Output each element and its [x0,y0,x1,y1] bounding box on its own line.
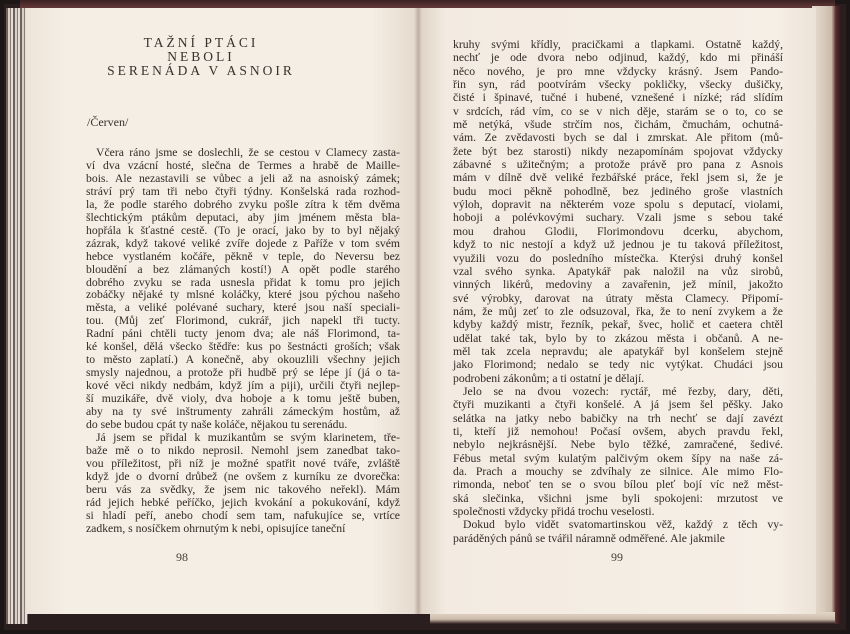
left-page-text [86,147,400,536]
text-line: města, a veliké polévané suchary, které jsou naší speciali- [86,301,400,315]
text-line: nechť je ode dvora nebo odjinud, každý, kdo mi přináší [453,51,783,65]
text-line: paráděných pánů se tvářil náramně odměřené. Ale jakmile [453,531,725,545]
text-line: udělat také tak, bylo by to zkázou města i občanů. A ne- [453,331,783,345]
text-line: smysly najednou, a protože při hudbě prý se lépe jí (já o ta- [86,366,400,380]
book-gutter [414,8,422,614]
paragraph [86,432,400,536]
text-line: Fébus metal svým kulatým palčivým okem šípy na naše zá- [453,451,783,465]
text-line: tou. (Můj zeť Florimond, cukrář, jich napekl tři tucty. [86,314,400,328]
text-line: měl tak zcela nepravdu; ale apatykář byl konšelem stejně [453,344,783,358]
text-line: společnosti vždycky přidá trochu veselosti. [453,505,655,519]
text-line: to město zaplatí.) A konečně, aby okouzlili všechny jejich [86,353,400,367]
text-line: jako Florimond; nedalo se tedy nic vytýkat. Chudáci jsou [453,358,783,372]
text-line: do sebe budou cpát ty naše koláče, nějakou tu serenádu. [86,418,348,432]
text-line: vám. Ze zvědavosti bych se dal i zmrskat. Ale přitom (mů- [453,131,783,145]
text-line: své výrobky, darovat na útraty města Clamecy. Připomí- [453,291,783,305]
text-line: kruhy svými křídly, pracičkami a tlapkami. Ostatně každý, [453,38,783,51]
text-line: vou příležitost, při níž je možné spatřit nové tváře, zvláště [86,456,400,470]
text-line: šlechtickým ptákům deputaci, aby jim jménem města bla- [86,210,400,224]
text-line: žete být bez starosti) nikdy nezapomínám spojovat vždycky [453,144,783,158]
chapter-title-line: SERENÁDA V ASNOIR [107,63,295,78]
text-line: stráví prý tam tři nebo čtyři týdny. Konšelská rada rozhod- [86,184,400,198]
text-line: čtyři muzikanti a čtyři konšelé. A já jsem šel pěšky. Jako [453,398,783,412]
text-line: dobrého zvyku se rada usnesla přidat k tomu pro jejich [86,275,400,289]
text-line: kové věci nikdy nedbám, když jím a piji), určili čtyři nejlep- [86,379,400,393]
text-line: podrobeni zákonům; a ti ostatní je dělají. [453,371,645,385]
text-line: da. Prach a mouchy se zdvíhaly ze silnice. Ale mimo Flo- [453,465,783,478]
text-line: Včera ráno jsme se doslechli, že se cestou v Clamecy zasta- [96,146,400,159]
page-number-left: 98 [176,550,188,564]
paragraph [86,147,400,432]
text-line: čisté i špinavé, tučné i hubené, vznešené i nízké; rád slídím [453,91,783,105]
text-line: hopřála k šťastné cestě. (To je orací, jako by to byl nějaký [86,223,400,237]
paragraph [453,518,783,545]
chapter-title-line: TAŽNÍ PTÁCI [143,35,259,50]
text-line: vzal svého synka. Apatykář pak naložil na vůz sirobů, [453,264,783,278]
text-line: ké konšel, dělá všecko štědře: kus po šestnácti groších; však [86,340,400,354]
paragraph [453,38,783,385]
text-line: mě netýká, všude strčím nos, čichám, čmuchám, ochutná- [453,118,783,132]
text-line: vinných likérů, medoviny a zavařenin, jež mínil, jakožto [453,278,783,292]
text-line: bois. Ale nezastavili se vůbec a jeli až na asnoiský zámek; [86,171,400,185]
text-line: zázrak, když takové veliké zvíře dojede z Paříže v tom svém [86,236,400,250]
text-line: když jde o dvorní drůbež (ne ovšem z kurníku ze dvorečka: [86,469,400,483]
chapter-title [96,36,306,78]
text-line: výloh, dopravit na některém voze spolu s deputací, violami, [453,198,783,212]
paragraph [453,385,783,518]
text-line: mou drahou Glodii, Florimondovu dcerku, abychom, [453,224,783,238]
text-line: ví dva vzácní hosté, slečna de Termes a hrabě de Maille- [86,158,400,172]
text-line: ti, kteří již nemohou! Počasí ovšem, abych pravdu řekl, [453,424,783,438]
chapter-title-line: NEBOLI [167,49,235,64]
text-line: zadkem, s nosíčkem ohrnutým k nebi, opisujíce taneční [86,521,346,535]
text-line: ská slečinka, všichni jsme byli spokojeni: mrzutost ve [453,491,783,505]
right-page-text [453,38,783,545]
text-line: rimonda, neboť ten se o svou bílou pleť bojí víc než měst- [453,478,783,492]
text-line: nám, že můj zeť to zle odsuzoval, řka, že to není zvykem a že [453,304,783,318]
text-line: kdyby každý mistr, řezník, pekař, švec, holič et caetera chtěl [453,318,783,332]
text-line: rád jejich hebké peříčko, jejich kvokání a pokukování, když [86,495,400,509]
text-line: hoboji a polévkovými suchary. Vzali jsme s sebou také [453,211,783,225]
text-line: bloudění a bez zlámaných kostí!) A opět podle starého [86,262,400,276]
text-line: zábavné s užitečným; a protože právě pro pana z Asnois [453,158,783,172]
text-line: Jelo se na dvou vozech: ryctář, mé řezby, dary, děti, [463,384,783,398]
text-line: hebce vystlaném kočáře, pěkně v teple, do Neversu bez [86,249,400,263]
page-number-right: 99 [611,550,623,564]
text-line: selátka na jatky nebo babičky na trh nechť se dají zavézt [453,411,783,425]
text-line: la, že podle starého dobrého zvyku pošle zítra k těm dvěma [86,197,400,211]
text-line: si hladí peří, anebo chodí sem tam, nafukujíce se, vrtíce [86,508,400,522]
text-line: v srdcích, rád vím, co se v nich děje, starám se o to, co se [453,104,783,118]
text-line: něco nového, je pro mne vždycky krásný. Jsem Pando- [453,64,783,78]
text-line: mám v dílně dvě veliké řezbářské práce, řekl jsem si, že je [453,171,783,185]
text-line: řin syn, rád pootvírám všecky pokličky, všecky dušičky, [453,78,783,92]
text-line: využili vozu do posledního místečka. Kterýsi druhý konšel [453,251,783,265]
text-line: ší muzikáře, dvě violy, dva hoboje a k tomu ještě buben, [86,392,400,406]
text-line: zobáčky nějaké ty mlsné koláčky, které jsou pýchou našeho [86,288,400,302]
text-line: Radní páni chtěli tucty jenom dva; ale náš Florimond, ta- [86,327,400,341]
right-cover-edge [812,6,840,624]
left-page-stack [6,8,28,624]
text-line: aby na ty své inštrumenty zahráli zámeckým hostům, až [86,405,400,419]
text-line: když to nic nestojí a když už jednou je tu taková příležitost, [453,238,783,252]
section-heading: /Červen/ [87,115,129,129]
text-line: beru vás za svědky, že jsem nic takového neřekl). Mám [86,482,400,496]
text-line: Dokud bylo vidět svatomartinskou věž, každý z těch vy- [463,518,783,532]
text-line: nebylo nejkrásnější. Nebe bylo těžké, zamračené, šedivé. [453,438,783,452]
text-line: baže mě o to nikdo neprosil. Nemohl jsem zanedbat tako- [86,443,400,457]
text-line: Já jsem se přidal k muzikantům se svým klarinetem, tře- [96,430,400,444]
text-line: budu moci pěkně pohodlně, bez jediného groše vlastních [453,184,783,198]
